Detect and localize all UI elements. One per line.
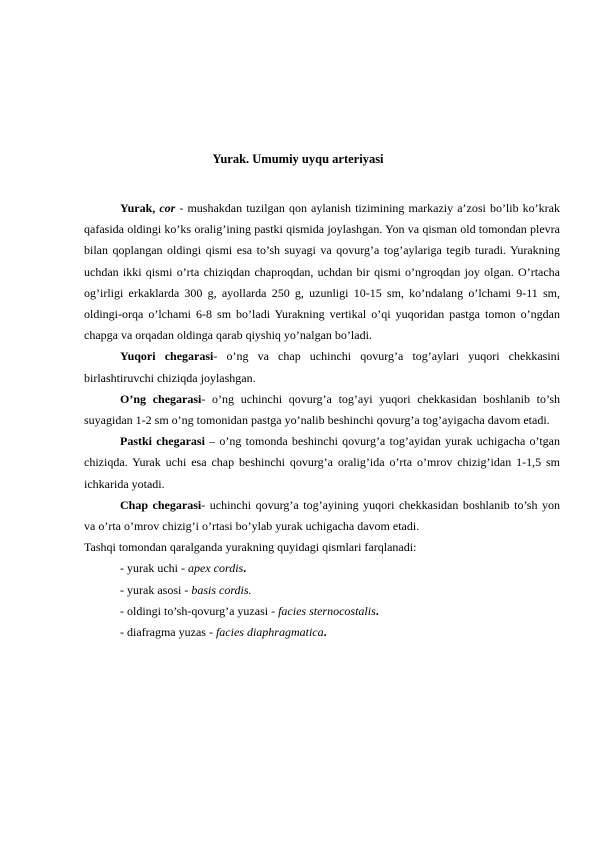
border-term: O’ng chegarasi: [120, 391, 202, 406]
part-latin: facies sternocostalis: [278, 603, 376, 618]
part-label: - diafragma yuzas -: [120, 625, 216, 640]
border-paragraph-right: [84, 389, 560, 431]
border-paragraph-left: [84, 495, 560, 537]
part-end: .: [323, 625, 327, 640]
intro-term: Yurak,: [120, 201, 156, 215]
border-term: Chap chegarasi: [120, 497, 202, 512]
parts-list: [84, 558, 560, 643]
page-title: Yurak. Umumiy uyqu arteriyasi: [212, 152, 384, 166]
border-text: - uchinchi qovurg’a tog’ayining yuqori chekkasidan boshlanib to’sh yon va o’rta o’mrov chizig’i o’rtasi bo’ylab yurak uchigacha davom etadi.: [84, 497, 560, 534]
border-paragraph-lower: [84, 431, 560, 495]
border-paragraph-upper: [84, 346, 560, 388]
part-label: - yurak uchi -: [120, 561, 188, 576]
intro-text: - mushakdan tuzilgan qon aylanish tizimining markaziy a’zosi bo’lib ko’krak qafasida oldingi ko’ks oralig’ining pastki qismida joylashgan. Yon va qisman old tomondan plevra bilan qoplangan oldingi qismi esa to’sh suyagi va qovurg’a tog’aylariga tegib turadi. Yurakning uchdan ikki qismi o’rta chiziqdan chaproqdan, uchdan bir qismi o’ngroqdan joy olgan. O’rtacha og’irligi erkaklarda 300 g, ayollarda 250 g, uzunligi 10-15 sm, ko’ndalang o’lchami 9-11 sm, oldingi-orqa o’lchami 6-8 sm bo’ladi Yurakning vertikal o’qi yuqoridan pastga tomon o’ngdan chapga va orqadan oldinga qarab qiyshiq yo’nalgan bo’ladi.: [84, 201, 560, 343]
list-item: [84, 580, 560, 601]
border-text: - o’ng uchinchi qovurg’a tog’ayi yuqori chekkasidan boshlanib to’sh suyagidan 1-2 sm o’ng tomonidan pastga yo’nalib beshinchi qovurg’a tog’ayigacha davom etadi.: [84, 391, 560, 428]
part-latin: facies diaphragmatica: [215, 625, 324, 640]
border-text: - o’ng va chap uchinchi qovurg’a tog’aylari yuqori chekkasini birlashtiruvchi chiziqda joylashgan.: [84, 349, 561, 385]
list-item: [84, 601, 560, 622]
border-term: Pastki chegarasi: [120, 434, 205, 449]
parts-intro: Tashqi tomondan qaralganda yurakning quyidagi qismlari farqlanadi:: [84, 540, 417, 555]
document-body: [84, 198, 560, 643]
part-label: - yurak asosi -: [120, 582, 192, 597]
border-term: Yuqori chegarasi: [120, 349, 214, 364]
intro-paragraph: [84, 198, 560, 346]
list-item: [84, 558, 560, 579]
part-latin: apex cordis: [187, 561, 244, 576]
part-end: .: [375, 603, 379, 618]
border-text: – o’ng tomonda beshinchi qovurg’a tog’ayidan yurak uchigacha o’tgan chiziqda. Yurak uchi esa chap beshinchi qovurg’a oralig’ida o’rta o’mrov chizig’idan 1-1,5 sm ichkarida yotadi.: [84, 434, 560, 491]
part-end: .: [243, 561, 247, 576]
part-latin: basis cordis.: [191, 582, 252, 597]
part-label: - oldingi to’sh-qovurg’a yuzasi -: [120, 603, 279, 618]
list-item: [84, 622, 560, 643]
intro-latin: cor: [159, 201, 176, 215]
